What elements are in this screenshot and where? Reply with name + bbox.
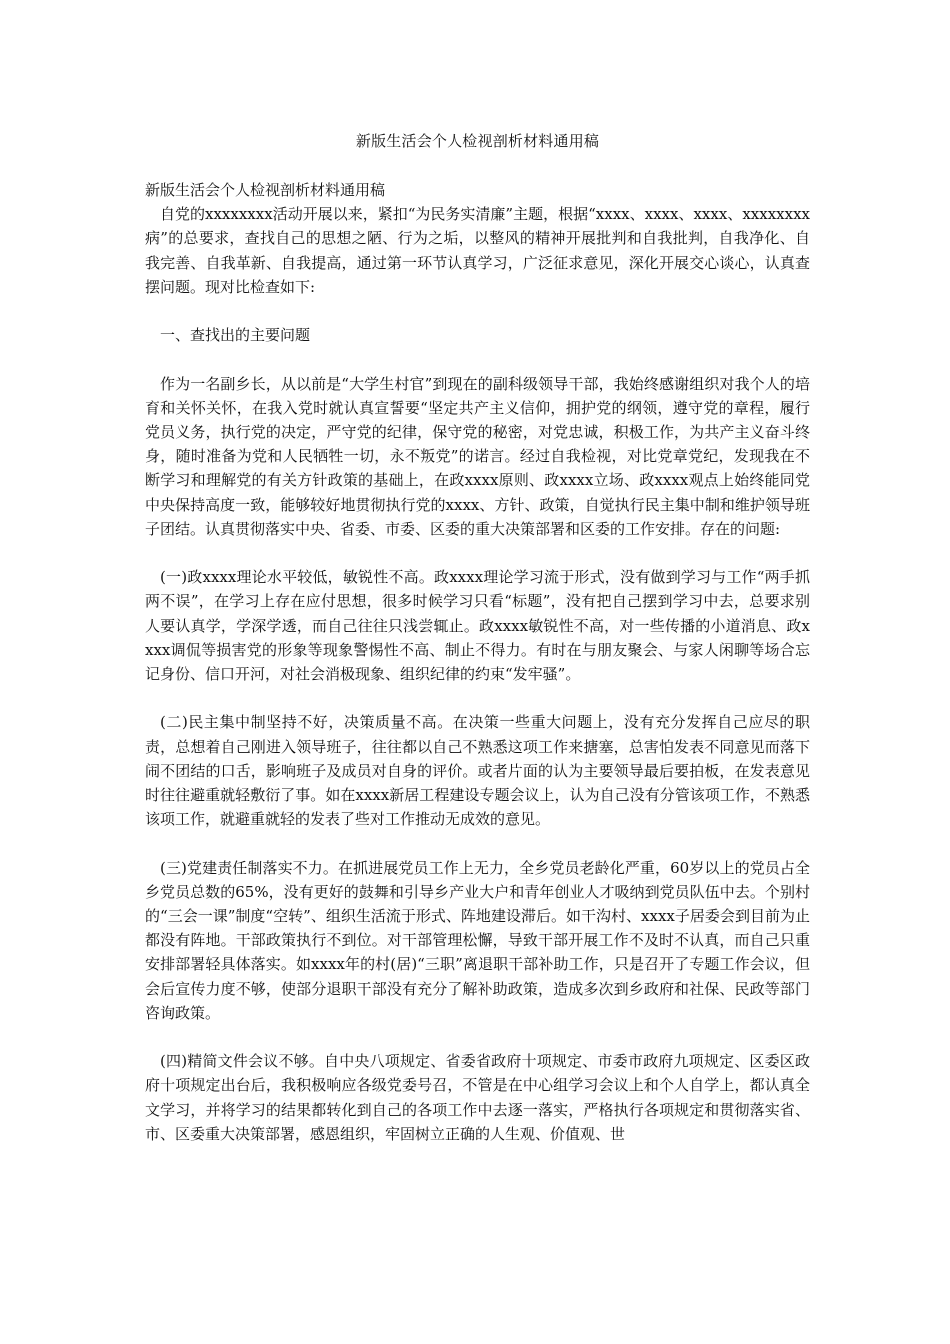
document-title: 新版生活会个人检视剖析材料通用稿 — [355, 132, 600, 150]
paragraph-gap — [145, 831, 810, 855]
paragraph-gap — [145, 347, 810, 371]
intro-paragraph: 自党的xxxxxxxx活动开展以来，紧扣“为民务实清廉”主题，根据“xxxx、xxxx、xxxx、xxxxxxxx病”的总要求，查找自己的思想之陋、行为之垢，以整风的精神开展批判和自我批判，自我净化、自我完善、自我革新、自我提高，通过第一环节认真学习，广泛征求意见，深化开展交心谈心，认真查摆问题。现对比检查如下: — [145, 205, 810, 296]
overview-paragraph: 作为一名副乡长，从以前是“大学生村官”到现在的副科级领导干部，我始终感谢组织对我个人的培育和关怀关怀，在我入党时就认真宣誓要“坚定共产主义信仰，拥护党的纲领，遵守党的章程，履行党员义务，执行党的决定，严守党的纪律，保守党的秘密，对党忠诚，积极工作，为共产主义奋斗终身，随时准备为党和人民牺牲一切，永不叛党”的诺言。经过自我检视，对比党章党纪，发现我在不断学习和理解党的有关方针政策的基础上，在政xxxx原则、政xxxx立场、政xxxx观点上始终能同党中央保持高度一致，能够较好地贯彻执行党的xxxx、方针、政策，自觉执行民主集中制和维护领导班子团结。认真贯彻落实中央、省委、市委、区委的重大决策部署和区委的工作安排。存在的问题: — [145, 374, 810, 538]
paragraph-gap — [145, 541, 810, 565]
problem-item-3: (三)党建责任制落实不力。在抓进展党员工作上无力，全乡党员老龄化严重，60岁以上的党员占全乡党员总数的65%，没有更好的鼓舞和引导乡产业大户和青年创业人才吸纳到党员队伍中去。个别村的“三会一课”制度“空转”、组织生活流于形式、阵地建设滞后。如干沟村、xxxx子居委会到目前为止都没有阵地。干部政策执行不到位。对干部管理松懈，导致干部开展工作不及时不认真，而自己只重安排部署轻具体落实。如xxxx年的村(居)“三职”离退职干部补助工作，只是召开了专题工作会议，但会后宣传力度不够，使部分退职干部没有充分了解补助政策，造成多次到乡政府和社保、民政等部门咨询政策。 — [145, 858, 810, 1022]
document-body — [145, 178, 810, 1146]
paragraph-gap — [145, 686, 810, 710]
section-heading: 一、查找出的主要问题 — [160, 326, 311, 345]
problem-item-4: (四)精简文件会议不够。自中央八项规定、省委省政府十项规定、市委市政府九项规定、区委区政府十项规定出台后，我积极响应各级党委号召，不管是在中心组学习会议上和个人自学上，都认真全文学习，并将学习的结果都转化到自己的各项工作中去逐一落实，严格执行各项规定和贯彻落实省、市、区委重大决策部署，感恩组织，牢固树立正确的人生观、价值观、世 — [145, 1052, 810, 1143]
problem-item-1: (一)政xxxx理论水平较低，敏锐性不高。政xxxx理论学习流于形式，没有做到学习与工作“两手抓两不误”，在学习上存在应付思想，很多时候学习只看“标题”，没有把自己摆到学习中去，总要求别人要认真学，学深学透，而自己往往只浅尝辄止。政xxxx敏锐性不高，对一些传播的小道消息、政xxxx调侃等损害党的形象等现象警惕性不高、制止不得力。有时在与朋友聚会、与家人闲聊等场合忘记身份、信口开河，对社会消极现象、组织纪律的约束“发牢骚”。 — [145, 568, 810, 684]
paragraph-gap — [145, 299, 810, 323]
paragraph-gap — [145, 1025, 810, 1049]
problem-item-2: (二)民主集中制坚持不好，决策质量不高。在决策一些重大问题上，没有充分发挥自己应尽的职责，总想着自己刚进入领导班子，往往都以自己不熟悉这项工作来搪塞，总害怕发表不同意见而落下闹不团结的口舌，影响班子及成员对自身的评价。或者片面的认为主要领导最后要拍板，在发表意见时往往避重就轻敷衍了事。如在xxxx新居工程建设专题会议上，认为自己没有分管该项工作，不熟悉该项工作，就避重就轻的发表了些对工作推动无成效的意见。 — [145, 713, 810, 829]
document-subtitle: 新版生活会个人检视剖析材料通用稿 — [145, 181, 386, 199]
